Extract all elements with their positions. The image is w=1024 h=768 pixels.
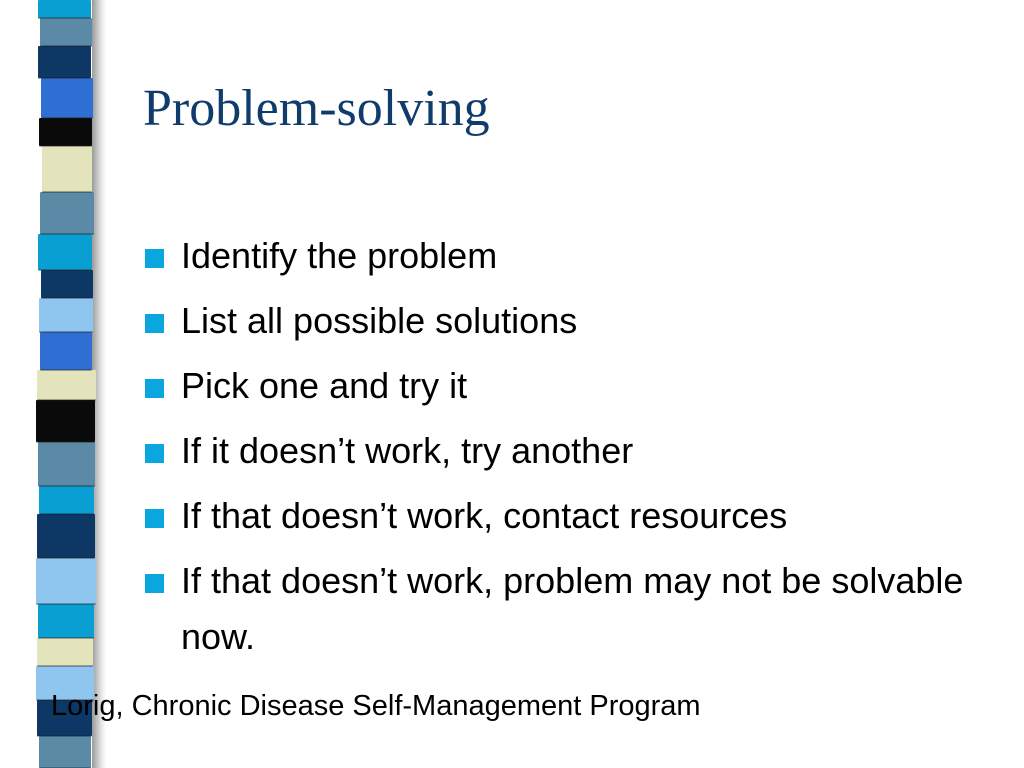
bullet-text: List all possible solutions [181, 300, 578, 341]
bullet-item [143, 228, 1003, 284]
stripe-separator [41, 297, 93, 299]
footer-citation: Lorig, Chronic Disease Self-Management Program [51, 690, 701, 722]
stripe-block [37, 638, 93, 666]
stripe-separator [36, 441, 95, 443]
stripe-block [36, 400, 95, 442]
stripe-block [40, 18, 92, 46]
stripe-block [38, 442, 95, 486]
bullet-text: If that doesn’t work, contact resources [181, 495, 788, 536]
stripe-separator [40, 369, 92, 371]
bullet-item [143, 293, 1003, 349]
stripe-block [38, 0, 91, 18]
bullet-text: Identify the problem [181, 235, 498, 276]
stripe-block [37, 370, 96, 400]
square-bullet-icon [145, 379, 164, 398]
bullet-item [143, 488, 1003, 544]
bullet-item [143, 423, 1003, 479]
bullet-item [143, 358, 1003, 414]
stripe-block [40, 192, 94, 234]
slide-title: Problem-solving [143, 80, 490, 137]
stripe-block [38, 46, 91, 78]
stripe-separator [38, 637, 94, 639]
stripe-block [39, 486, 94, 514]
stripe-block [41, 270, 93, 298]
bullet-list [143, 228, 1003, 674]
square-bullet-icon [145, 574, 164, 593]
bullet-text: If that doesn’t work, problem may not be solvable now. [181, 560, 964, 657]
stripe-block [38, 234, 92, 270]
square-bullet-icon [145, 444, 164, 463]
stripe-separator [37, 665, 93, 667]
square-bullet-icon [145, 509, 164, 528]
stripe-block [37, 514, 95, 558]
stripe-separator [39, 513, 94, 515]
bullet-text: If it doesn’t work, try another [181, 430, 634, 471]
decorative-stripe-border [0, 0, 112, 768]
square-bullet-icon [145, 314, 164, 333]
stripe-block [39, 118, 92, 146]
stripe-separator [38, 77, 91, 79]
stripe-separator [37, 735, 92, 737]
stripe-block [38, 604, 94, 638]
stripe-separator [36, 603, 96, 605]
stripe-separator [40, 45, 92, 47]
stripe-block [41, 78, 93, 118]
bullet-item [143, 553, 1003, 665]
stripe-block [39, 736, 91, 768]
stripe-separator [37, 399, 96, 401]
stripe-separator [38, 17, 91, 19]
stripe-block [40, 332, 92, 370]
stripe-block [39, 298, 93, 332]
stripe-separator [37, 557, 95, 559]
stripe-separator [39, 331, 93, 333]
bullet-text: Pick one and try it [181, 365, 468, 406]
stripe-separator [41, 117, 93, 119]
stripe-separator [39, 145, 92, 147]
stripe-block [36, 558, 96, 604]
stripe-separator [42, 191, 92, 193]
stripe-separator [40, 233, 94, 235]
stripe-separator [38, 485, 95, 487]
square-bullet-icon [145, 249, 164, 268]
stripe-block [42, 146, 92, 192]
stripe-separator [38, 269, 92, 271]
